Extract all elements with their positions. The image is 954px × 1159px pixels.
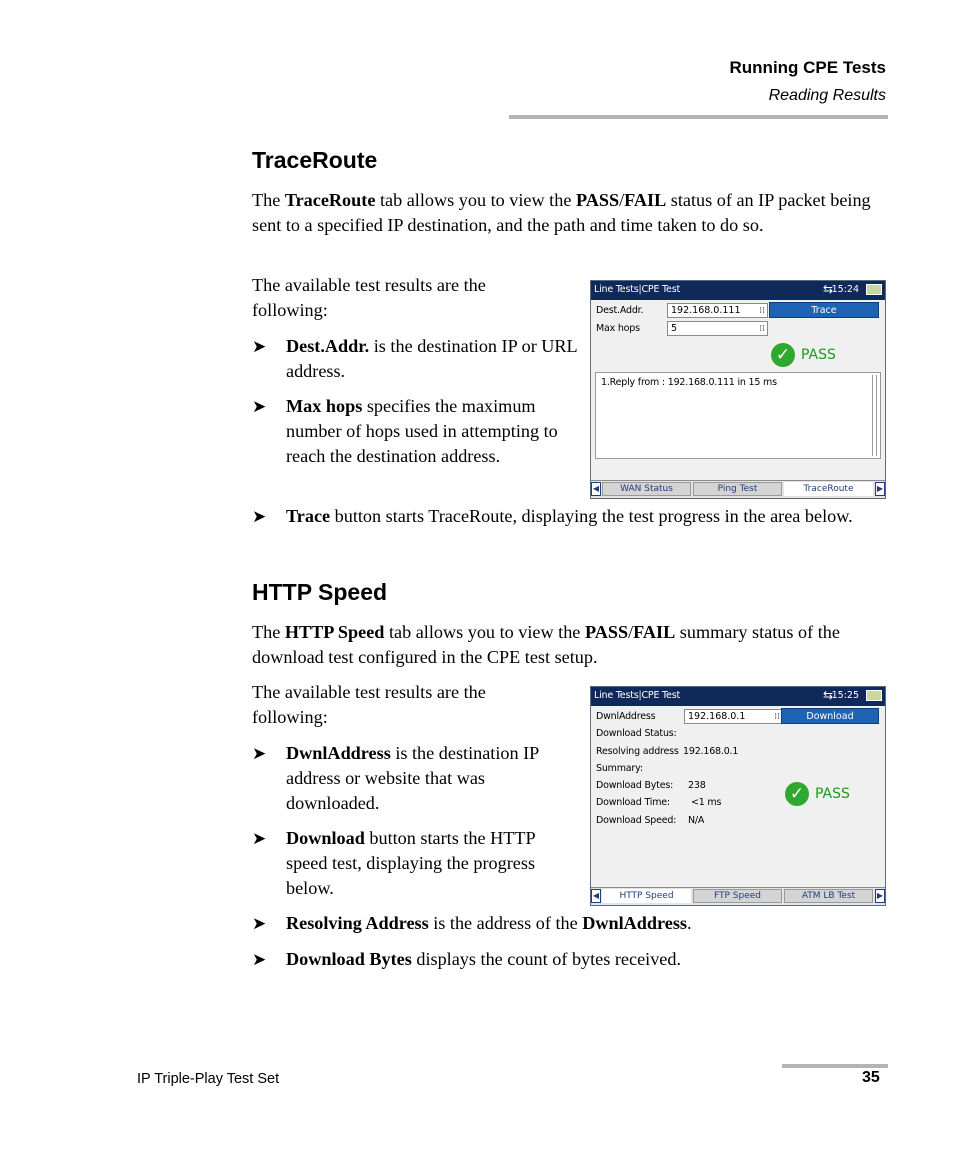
battery-icon xyxy=(866,284,882,295)
download-time-label: Download Time: xyxy=(596,797,670,808)
tab-wan-status[interactable]: WAN Status xyxy=(602,482,691,496)
device-title-bar xyxy=(591,687,885,706)
http-speed-screenshot xyxy=(590,686,886,906)
trace-log-area xyxy=(595,372,881,459)
check-icon: ✓ xyxy=(771,343,795,367)
download-status-label: Download Status: xyxy=(596,728,677,739)
running-header-chapter: Running CPE Tests xyxy=(729,58,886,77)
tab-left-arrow-icon[interactable]: ◀ xyxy=(591,889,601,903)
http-speed-intro: The HTTP Speed tab allows you to view the PASS/FAIL summary status of the download test configured in the CPE test setup. xyxy=(252,622,840,667)
max-hops-label: Max hops xyxy=(596,323,640,334)
bullet-arrow-icon: ➤ xyxy=(252,507,267,526)
http-speed-heading: HTTP Speed xyxy=(252,579,388,605)
transfer-arrows-icon: ⇆ xyxy=(822,688,833,702)
tab-traceroute[interactable]: TraceRoute xyxy=(784,482,873,496)
traceroute-screenshot xyxy=(590,280,886,499)
device-tab-bar xyxy=(591,887,885,905)
battery-icon xyxy=(866,690,882,701)
tab-left-arrow-icon[interactable]: ◀ xyxy=(591,482,601,496)
download-time-value: <1 ms xyxy=(691,797,722,808)
traceroute-intro: The TraceRoute tab allows you to view the PASS/FAIL status of an IP packet being sent to a specified IP destination, and the path and time taken to do so. xyxy=(252,190,871,235)
bullet-arrow-icon: ➤ xyxy=(252,744,267,763)
traceroute-heading: TraceRoute xyxy=(252,147,378,173)
bullet-arrow-icon: ➤ xyxy=(252,397,267,416)
dwnl-address-field[interactable]: 192.168.0.1 ⁞⁞ xyxy=(684,709,783,724)
max-hops-field[interactable]: 5 ⁞⁞ xyxy=(667,321,768,336)
download-speed-value: N/A xyxy=(688,815,705,826)
device-title: Line Tests|CPE Test xyxy=(594,690,680,701)
header-rule xyxy=(509,115,888,119)
pass-text: PASS xyxy=(801,347,836,363)
running-header-section: Reading Results xyxy=(768,87,886,104)
keypad-icon: ⁞⁞ xyxy=(774,712,780,722)
resolving-address-label: Resolving address xyxy=(596,746,679,757)
bullet-arrow-icon: ➤ xyxy=(252,950,267,969)
download-bytes-value: 238 xyxy=(688,780,706,791)
log-scrollbar[interactable] xyxy=(872,375,877,456)
download-button[interactable]: Download xyxy=(781,708,879,724)
footer-rule xyxy=(782,1064,888,1068)
bullet-arrow-icon: ➤ xyxy=(252,337,267,356)
transfer-arrows-icon: ⇆ xyxy=(822,282,833,296)
footer-product-name: IP Triple-Play Test Set xyxy=(137,1071,280,1087)
bullet-arrow-icon: ➤ xyxy=(252,914,267,933)
tab-atm-lb-test[interactable]: ATM LB Test xyxy=(784,889,873,903)
dwnl-address-label: DwnlAddress xyxy=(596,711,656,722)
http-speed-available: The available test results are the following: xyxy=(252,682,486,727)
download-bytes-label: Download Bytes: xyxy=(596,780,674,791)
tab-ping-test[interactable]: Ping Test xyxy=(693,482,782,496)
trace-log-line: 1.Reply from : 192.168.0.111 in 15 ms xyxy=(601,377,777,388)
device-title-bar xyxy=(591,281,885,300)
device-title: Line Tests|CPE Test xyxy=(594,284,680,295)
tab-right-arrow-icon[interactable]: ▶ xyxy=(875,889,885,903)
trace-button[interactable]: Trace xyxy=(769,302,879,318)
tab-right-arrow-icon[interactable]: ▶ xyxy=(875,482,885,496)
traceroute-available: The available test results are the following: xyxy=(252,275,486,320)
summary-label: Summary: xyxy=(596,763,643,774)
keypad-icon: ⁞⁞ xyxy=(759,306,765,316)
device-clock: 15:25 xyxy=(831,690,859,701)
pass-text: PASS xyxy=(815,786,850,802)
resolving-address-value: 192.168.0.1 xyxy=(683,746,739,757)
device-clock: 15:24 xyxy=(831,284,859,295)
tab-ftp-speed[interactable]: FTP Speed xyxy=(693,889,782,903)
device-tab-bar xyxy=(591,480,885,498)
check-icon: ✓ xyxy=(785,782,809,806)
footer-page-number: 35 xyxy=(862,1069,880,1086)
tab-http-speed[interactable]: HTTP Speed xyxy=(602,889,691,903)
dest-addr-label: Dest.Addr. xyxy=(596,305,644,316)
download-speed-label: Download Speed: xyxy=(596,815,677,826)
dest-addr-field[interactable]: 192.168.0.111 ⁞⁞ xyxy=(667,303,768,318)
bullet-arrow-icon: ➤ xyxy=(252,829,267,848)
keypad-icon: ⁞⁞ xyxy=(759,324,765,334)
